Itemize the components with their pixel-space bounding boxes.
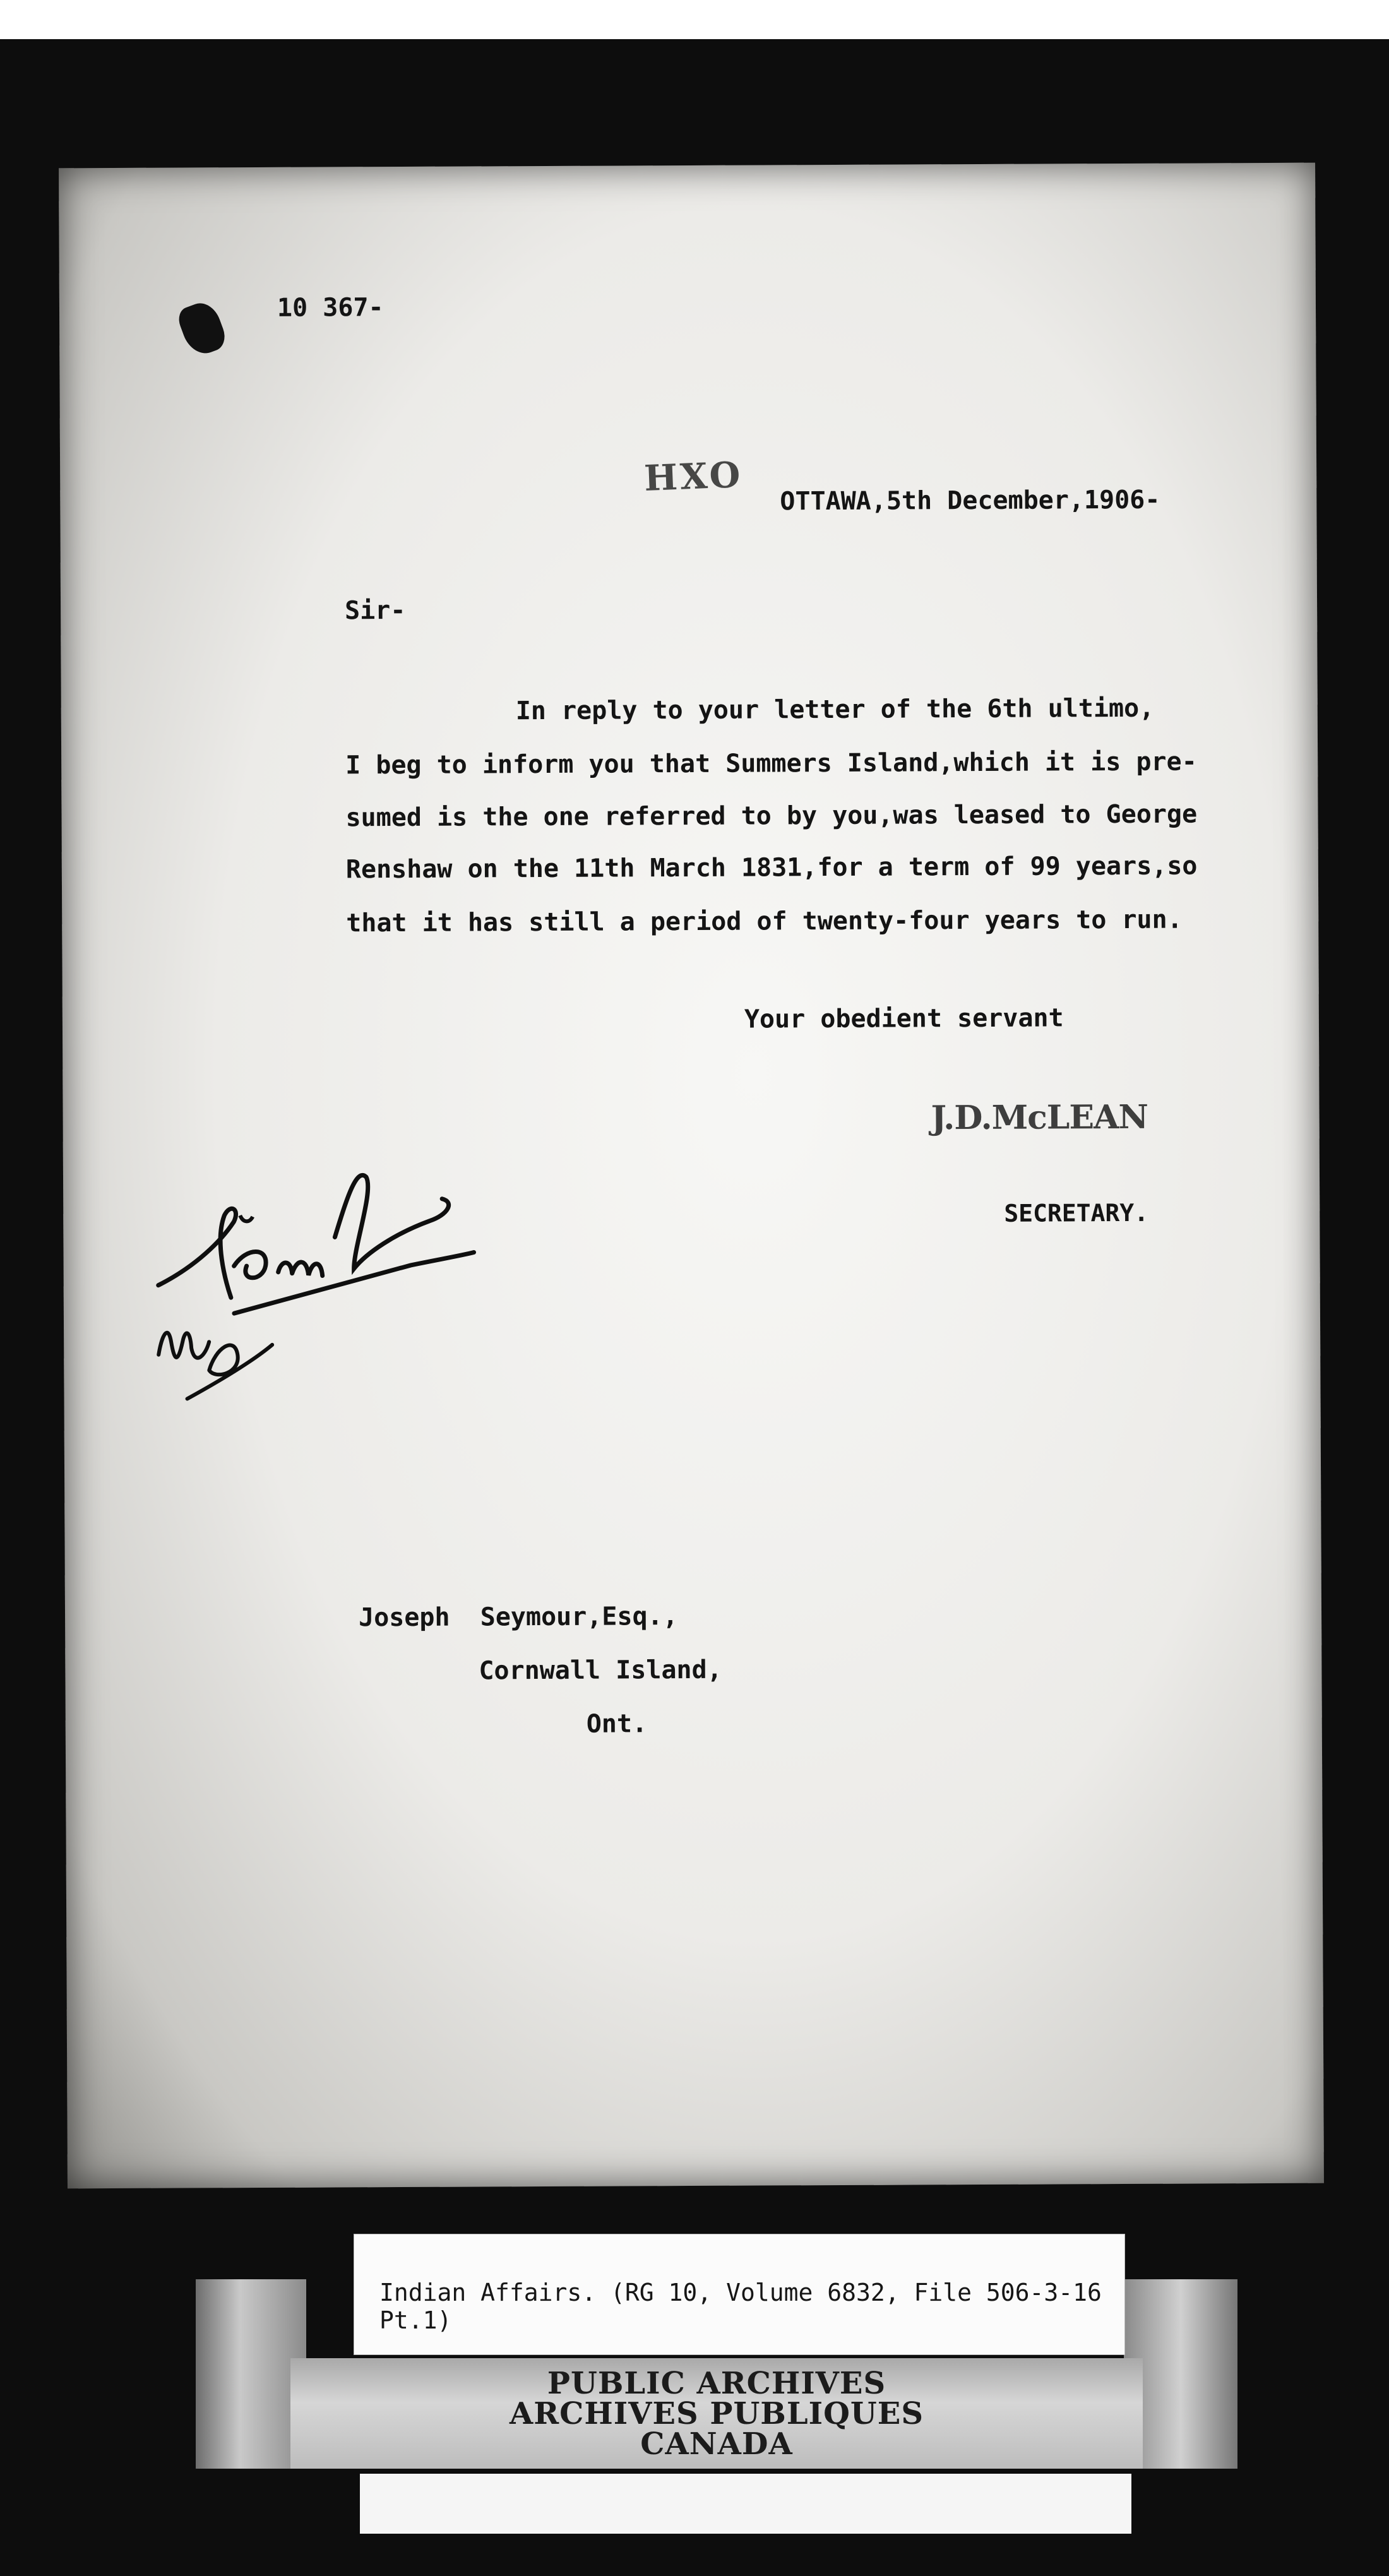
file-reference: 10 367- <box>277 293 384 323</box>
archive-citation-card <box>354 2234 1125 2355</box>
archive-stamp-line: CANADA <box>640 2426 793 2462</box>
body-line: that it has still a period of twenty-four years to run. <box>346 905 1183 938</box>
salutation: Sir- <box>344 595 406 626</box>
archive-stamp <box>290 2358 1143 2469</box>
signature-title: SECRETARY. <box>1004 1198 1149 1227</box>
body-line: sumed is the one referred to by you,was leased to George <box>345 799 1198 833</box>
blank-label-card <box>360 2474 1131 2534</box>
address-line: Cornwall Island, <box>479 1655 722 1686</box>
body-line: In reply to your letter of the 6th ultimo, <box>515 693 1155 726</box>
signature-stamp: J.D.McLEAN <box>931 1097 1148 1138</box>
archive-stamp-line: PUBLIC ARCHIVES <box>547 2366 886 2401</box>
archive-box-left <box>196 2279 306 2469</box>
address-line: Ont. <box>586 1709 648 1739</box>
dateline: OTTAWA,5th December,1906- <box>780 485 1160 516</box>
closing: Your obedient servant <box>744 1003 1064 1034</box>
address-line: Joseph Seymour,Esq., <box>358 1602 678 1633</box>
handwritten-initials-signature <box>145 1025 500 1405</box>
letter-page <box>59 163 1324 2189</box>
archive-stamp-line: ARCHIVES PUBLIQUES <box>510 2396 924 2431</box>
archive-citation: Indian Affairs. (RG 10, Volume 6832, File 506-3-16 Pt.1) <box>379 2279 1102 2334</box>
body-line: Renshaw on the 11th March 1831,for a term of 99 years,so <box>345 851 1198 885</box>
paper-clip-mark <box>175 298 229 359</box>
body-line: I beg to inform you that Summers Island,which it is pre- <box>345 747 1197 780</box>
registry-stamp: HXO <box>643 453 744 500</box>
